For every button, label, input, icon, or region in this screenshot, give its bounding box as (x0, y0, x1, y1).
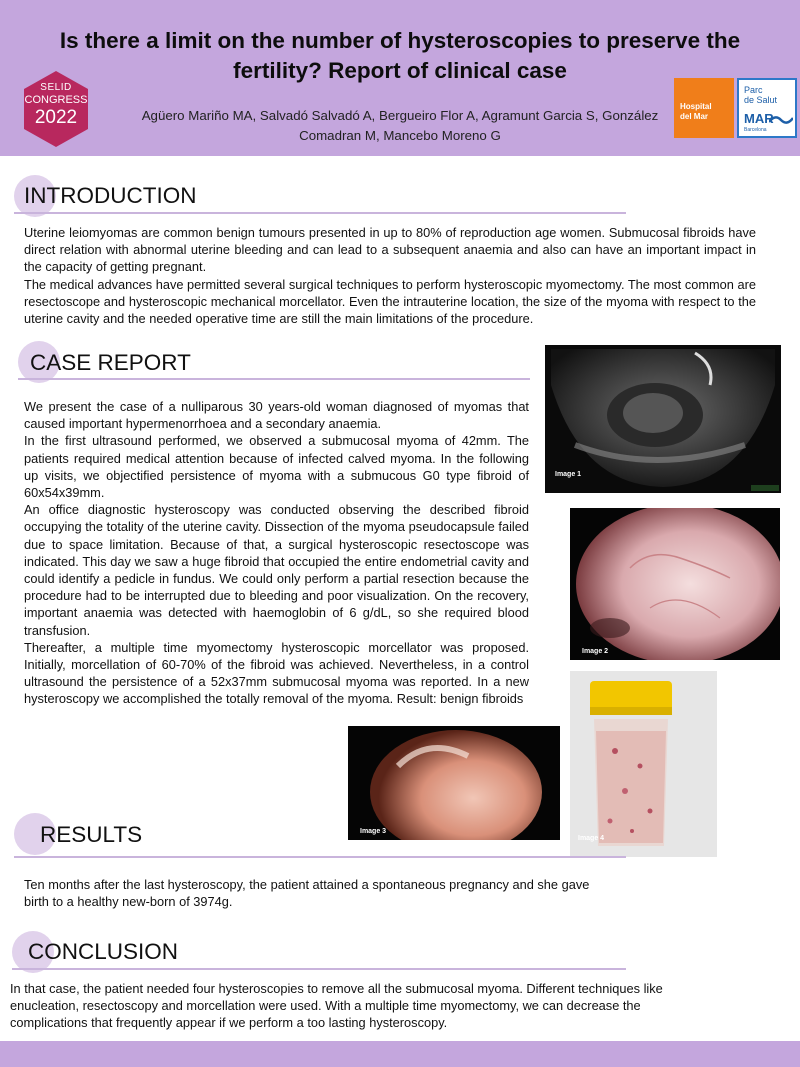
conclusion-body (10, 980, 700, 1032)
image-3-label: Image 3 (360, 828, 387, 835)
conclusion-heading: CONCLUSION (28, 939, 179, 964)
congress-logo-line2: CONGRESS (24, 94, 88, 106)
conclusion-paragraph-1: In that case, the patient needed four hysteroscopies to remove all the submucosal myoma. Different techniques like enucleation, resectoscopy and morcellation were used. With a multiple time myomectomy, we can decrease the complications that frequently appear if we perform a too lasting hysteroscopy. (10, 981, 663, 1031)
image-4-label: Image 4 (578, 835, 605, 842)
introduction-body (24, 224, 756, 327)
congress-logo (22, 70, 90, 148)
results-heading: RESULTS (40, 822, 143, 847)
introduction-paragraph-1: Uterine leiomyomas are common benign tumours presented in up to 80% of reproduction age women. Submucosal fibroids have direct relation with abnormal uterine bleeding and can lead to a subsequent anaemia and also can have an important impact in the capacity of getting pregnant. (24, 225, 756, 275)
case-report-paragraph-1: We present the case of a nulliparous 30 years-old woman diagnosed of myomas that caused important hypermenorrhoea and a secondary anaemia. (24, 399, 529, 432)
conclusion-rule (12, 968, 626, 970)
parc-logo-line2: de Salut (744, 95, 778, 105)
results-body (24, 876, 604, 910)
hospital-logo-line2: del Mar (680, 112, 709, 121)
image-2-label: Image 2 (582, 648, 609, 655)
introduction-heading: INTRODUCTION (24, 183, 197, 208)
case-report-rule (18, 378, 530, 380)
parc-logo-line3: MAR (744, 111, 774, 126)
parc-salut-mar-logo (737, 78, 797, 138)
case-report-paragraph-4: Thereafter, a multiple time myomectomy hysteroscopic morcellator was proposed. Initially, morcellation of 60-70% of the fibroid was achieved. Nevertheless, in a control ultrasound the persistence of a 52x37mm submucosal myoma was reported. In a new hysteroscopy we accomplished the totally removal of the myoma. Result: benign fibroids (24, 639, 529, 707)
image-1-label: Image 1 (555, 471, 582, 478)
case-report-body (24, 398, 529, 708)
footer-band (0, 1041, 800, 1067)
image-2-hysteroscopy (570, 508, 780, 660)
author-list: Agüero Mariño MA, Salvadó Salvadó A, Bergueiro Flor A, Agramunt Garcia S, González Comadran M, Mancebo Moreno G (141, 108, 659, 143)
image-3-hysteroscopy (348, 726, 560, 840)
parc-logo-line4: Barcelona (744, 127, 767, 133)
wave-icon (769, 114, 793, 126)
hospital-del-mar-logo (674, 78, 734, 138)
results-paragraph-1: Ten months after the last hysteroscopy, the patient attained a spontaneous pregnancy and she gave birth to a healthy new-born of 3974g. (24, 877, 590, 910)
poster-title: Is there a limit on the number of hysteroscopies to preserve the fertility? Report of clinical case (59, 28, 741, 83)
results-rule (14, 856, 626, 858)
image-4-specimen-jar (570, 671, 717, 857)
congress-logo-year: 2022 (34, 107, 78, 128)
parc-logo-line1: Parc (744, 85, 763, 95)
introduction-rule (14, 212, 626, 214)
case-report-paragraph-3: An office diagnostic hysteroscopy was conducted observing the described fibroid occupying the totality of the uterine cavity. Dissection of the myoma pseudocapsule failed due to space limitation. Because of that, a surgical hysteroscopic resectoscope was indicated. This day we saw a huge fibroid that occupied the entire endometrial cavity and could identify a pedicle in fundus. We could only perform a partial resection because the procedure had to be interrupted due to bleeding and poor visualization. On the recovery, important anaemia was detected with haemoglobin of 6 g/dL, so she required blood transfusion. (24, 502, 529, 638)
congress-logo-line1: SELID (40, 82, 72, 93)
case-report-heading: CASE REPORT (30, 350, 191, 375)
case-report-paragraph-2: In the first ultrasound performed, we observed a submucosal myoma of 42mm. The patients required medical attention because of infected calved myoma. In the following up visits, we objectified persistence of myoma with a submucous G0 type fibroid of 60x54x39mm. (24, 433, 529, 501)
hospital-logo-line1: Hospital (680, 102, 712, 111)
image-1-ultrasound (545, 345, 781, 493)
introduction-paragraph-2: The medical advances have permitted several surgical techniques to perform hysteroscopic myomectomy. The most common are resectoscope and hysteroscopic mechanical morcellator. Even the intrauterine location, the size of the myoma with respect to the uterine cavity and the needed operative time are still the main limitations of the procedure. (24, 276, 756, 327)
